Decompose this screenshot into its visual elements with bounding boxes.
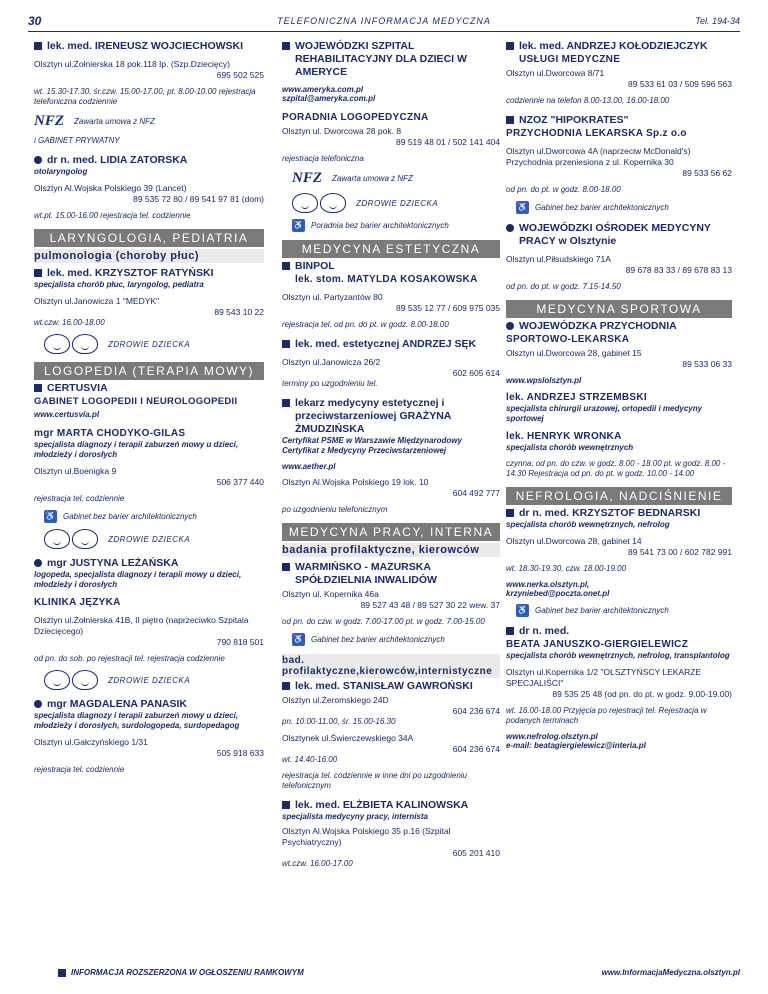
wheelchair-icon: ♿ bbox=[292, 634, 305, 644]
section-nefrologia: NEFROLOGIA, NADCIŚNIENIE bbox=[506, 487, 732, 505]
listing-hours: od pn. do sob. po rejestracji tel. rejestracja codziennie bbox=[34, 654, 225, 663]
listing-name: WOJEWÓDZKI SZPITAL REHABILITACYJNY DLA DZIECI W AMERYCE bbox=[295, 40, 467, 78]
page-footer bbox=[28, 968, 740, 980]
listing-hours: pn. 10.00-11.00, śr. 15.00-16.30 bbox=[282, 717, 396, 726]
listing-phone: 604 236 674 bbox=[452, 706, 500, 716]
bullet-square-icon bbox=[34, 384, 42, 392]
bullet-square-icon bbox=[58, 969, 66, 977]
listing-name: lek. med. estetycznej ANDRZEJ SĘK bbox=[295, 338, 477, 350]
listing-name: WARMIŃSKO - MAZURSKA SPÓŁDZIELNIA INWALIDÓW bbox=[295, 561, 437, 586]
listing-specialty: specjalista chirurgii urazowej, ortopedii i medycyny sportowej bbox=[506, 404, 703, 423]
nfz-logo-icon: NFZ bbox=[292, 170, 322, 186]
children-faces-icon bbox=[44, 529, 98, 549]
listing-address: Olsztyn ul.Żołnierska 41B, II piętro (naprzeciwko Szpitala Dziecięcego) bbox=[34, 615, 249, 636]
listing-name: WOJEWÓDZKI OŚRODEK MEDYCYNY PRACY w Olsztynie bbox=[519, 222, 711, 247]
bullet-dot-icon bbox=[34, 156, 42, 164]
bullet-square-icon bbox=[282, 801, 290, 809]
listing-address: Olsztyn ul. Kopernika 46a bbox=[282, 589, 379, 599]
listing-website: www.ameryka.com.pl bbox=[282, 85, 364, 94]
listing-address: Olsztyn Al.Wojska Polskiego 35 p.16 (Szpital Psychiatryczny) bbox=[282, 826, 451, 847]
listing-name: CERTUSVIA bbox=[47, 382, 108, 394]
listing-specialty-2: specjalista chorób wewnętrznych bbox=[506, 443, 634, 452]
listing-sek bbox=[282, 338, 500, 389]
listing-hours: rejestracja tel. codziennie bbox=[34, 765, 125, 774]
listing-name: NZOZ "HIPOKRATES" bbox=[519, 114, 629, 126]
listing-specialty: specjalista medycyny pracy, internista bbox=[282, 812, 428, 821]
bullet-dot-icon bbox=[34, 559, 42, 567]
section-subtitle: badania profilaktyczne, kierowców bbox=[282, 543, 500, 557]
listing-hours-2: wt. 14.40-16.00 bbox=[282, 755, 338, 764]
listing-address: Olsztyn ul.Janowicza 1 "MEDYK" bbox=[34, 296, 160, 306]
listing-binpol bbox=[282, 260, 500, 330]
listing-hours: wt.czw. 16.00-18.00 bbox=[34, 318, 105, 327]
listing-phone: 89 535 12 77 / 609 975 035 bbox=[396, 303, 500, 313]
listing-subtitle: USŁUGI MEDYCZNE bbox=[519, 54, 621, 65]
bullet-square-icon bbox=[282, 563, 290, 571]
listing-phone: 89 519 48 01 / 502 141 404 bbox=[396, 137, 500, 147]
section-subtitle: bad. profilaktyczne,kierowców,internistyczne bbox=[282, 654, 500, 678]
bullet-square-icon bbox=[506, 509, 514, 517]
listing-address: Olsztyn Al.Wojska Polskiego 39 (Lancet) bbox=[34, 183, 187, 193]
listing-name: BINPOL bbox=[295, 260, 335, 272]
page-header bbox=[28, 14, 740, 32]
bullet-dot-icon bbox=[506, 224, 514, 232]
listing-hours: od pn. do pt. w godz. 7.15-14.50 bbox=[506, 282, 621, 291]
listing-spoldzielnia bbox=[282, 561, 500, 646]
listing-subtitle: lek. stom. MATYLDA KOSAKOWSKA bbox=[295, 274, 478, 285]
bullet-square-icon bbox=[282, 682, 290, 690]
listing-phone: 605 201 410 bbox=[452, 848, 500, 858]
listing-email: krzyniebed@poczta.onet.pl bbox=[506, 589, 610, 598]
listing-womp bbox=[506, 222, 732, 292]
listing-phone: 602 605 614 bbox=[452, 368, 500, 378]
listing-kolodziejczyk bbox=[506, 40, 732, 106]
listing-hours: od pn. do pt. w godz. 8.00-18.00 bbox=[506, 185, 621, 194]
listing-website: www.nerka.olsztyn.pl, bbox=[506, 580, 590, 589]
listing-hours: po uzgodnieniu telefonicznym bbox=[282, 505, 388, 514]
bullet-square-icon bbox=[506, 116, 514, 124]
accessibility-badge: ♿ Gabinet bez barier architektonicznych bbox=[44, 511, 197, 521]
listing-hours: od pn. do czw. w godz. 7.00-17.00 pt. w godz. 7.00-15.00 bbox=[282, 617, 485, 626]
listing-phone: 89 533 06 33 bbox=[682, 359, 732, 369]
listing-przychodnia-sportowa bbox=[506, 320, 732, 479]
accessibility-badge: ♿ Gabinet bez barier architektonicznych bbox=[516, 202, 669, 212]
listing-phone: 790 818 501 bbox=[216, 637, 264, 647]
listing-ratynski bbox=[34, 267, 264, 354]
listing-address: Olsztyn ul.Kopernika 1/2 "OLSZTYŃSCY LEKARZE SPECJALIŚCI" bbox=[506, 667, 702, 688]
listing-kalinowska bbox=[282, 799, 500, 869]
listing-phone: 89 533 61 03 / 509 596 563 bbox=[628, 79, 732, 89]
listing-bednarski bbox=[506, 507, 732, 617]
bullet-square-icon bbox=[282, 399, 290, 407]
zdrowie-dziecka-badge: ZDROWIE DZIECKA bbox=[44, 334, 264, 354]
listing-specialty: logopeda, specjalista diagnozy i terapii mowy u dzieci, młodzieży i dorosłych bbox=[34, 570, 242, 589]
accessibility-badge: ♿ Gabinet bez barier architektonicznych bbox=[292, 634, 445, 644]
bullet-dot-icon bbox=[506, 322, 514, 330]
listing-name: mgr JUSTYNA LEŻAŃSKA bbox=[47, 557, 179, 569]
listing-phone: 89 527 43 48 / 89 527 30 22 wew. 37 bbox=[360, 600, 500, 610]
listing-address: Olsztyn ul.Dworcowa 28, gabinet 15 bbox=[506, 348, 642, 358]
listing-hours: wt. 16.00-18.00 Przyjęcia po rejestracji tel. Rejestracja w podanych terminach bbox=[506, 706, 707, 725]
listing-subtitle: BEATA JANUSZKO-GIERGIELEWICZ bbox=[506, 639, 689, 650]
section-laryngologia: LARYNGOLOGIA, PEDIATRIA bbox=[34, 229, 264, 247]
listing-phone: 695 502 525 bbox=[216, 70, 264, 80]
listing-address: Olsztyn ul.Dworcowa 8/71 bbox=[506, 68, 605, 78]
listing-name: lek. med. ANDRZEJ KOŁODZIEJCZYK bbox=[519, 40, 708, 52]
listing-subtitle: PORADNIA LOGOPEDYCZNA bbox=[282, 112, 429, 123]
listing-subtitle: SPORTOWO-LEKARSKA bbox=[506, 334, 630, 345]
wheelchair-icon: ♿ bbox=[292, 220, 305, 230]
listing-hours: rejestracja tel. od pn. do pt. w godz. 8.00-18.00 bbox=[282, 320, 449, 329]
listing-hours: rejestracja telefoniczna bbox=[282, 154, 364, 163]
listing-specialty: specjalista chorób wewnętrznych, nefrolog, transplantolog bbox=[506, 651, 730, 660]
listing-hipokrates bbox=[506, 114, 732, 214]
listing-name: lek. med. KRZYSZTOF RATYŃSKI bbox=[47, 267, 214, 279]
listing-name: WOJEWÓDZKA PRZYCHODNIA bbox=[519, 320, 677, 332]
listing-phone-2: 604 236 674 bbox=[452, 744, 500, 754]
listing-subtitle: KLINIKA JĘZYKA bbox=[34, 597, 121, 608]
bullet-dot-icon bbox=[34, 700, 42, 708]
wheelchair-icon: ♿ bbox=[44, 511, 57, 521]
bullet-square-icon bbox=[34, 269, 42, 277]
listing-hours: wt.czw. 16.00-17.00 bbox=[282, 859, 353, 868]
nfz-contract: NFZ Zawarta umowa z NFZ bbox=[34, 113, 155, 129]
listing-registration: rejestracja tel. codziennie w inne dni po uzgodnieniu telefonicznym bbox=[282, 771, 468, 790]
listing-specialty: Certyfikat PSME w Warszawie Międzynarodowy Certyfikat z Medycyny Przeciwstarzeniowej bbox=[282, 436, 462, 455]
listing-phone: 604 492 777 bbox=[452, 488, 500, 498]
listing-name: lek. med. ELŻBIETA KALINOWSKA bbox=[295, 799, 469, 811]
footer-website[interactable]: www.InformacjaMedyczna.olsztyn.pl bbox=[601, 968, 740, 977]
section-medycyna-estetyczna: MEDYCYNA ESTETYCZNA bbox=[282, 240, 500, 258]
listing-website: www.aether.pl bbox=[282, 462, 336, 471]
listing-name: dr n. med. KRZYSZTOF BEDNARSKI bbox=[519, 507, 701, 519]
listing-email: szpital@ameryka.com.pl bbox=[282, 94, 376, 103]
accessibility-badge: ♿ Poradnia bez barier architektonicznych bbox=[292, 220, 449, 230]
listing-hours: wt. 18.30-19.30, czw. 18.00-19.00 bbox=[506, 564, 627, 573]
listing-szpital-ameryka bbox=[282, 40, 500, 232]
section-subtitle: pulmonologia (choroby płuc) bbox=[34, 249, 264, 263]
listing-name: dr n. med. bbox=[519, 625, 570, 637]
listing-person: mgr MARTA CHODYKO-GILAS bbox=[34, 428, 186, 439]
listing-panasik bbox=[34, 698, 264, 775]
listing-person: lek. ANDRZEJ STRZEMBSKI bbox=[506, 392, 647, 403]
listing-phone: 89 541 73 00 / 602 782 991 bbox=[628, 547, 732, 557]
listing-address: Olsztyn ul. Dworcowa 28 pok. 8 bbox=[282, 126, 402, 136]
bullet-square-icon bbox=[282, 262, 290, 270]
listing-website: www.certusvia.pl bbox=[34, 410, 100, 419]
listing-address: Olsztyn ul.Janowicza 26/2 bbox=[282, 357, 381, 367]
listing-phone: 89 543 10 22 bbox=[214, 307, 264, 317]
listing-hours: terminy po uzgodnieniu tel. bbox=[282, 379, 378, 388]
listing-name: dr n. med. LIDIA ZATORSKA bbox=[47, 154, 188, 166]
listing-address: Olsztyn Al.Wojska Polskiego 19 lok. 10 bbox=[282, 477, 429, 487]
bullet-square-icon bbox=[34, 42, 42, 50]
listing-specialty: specjalista diagnozy i terapii zaburzeń mowy u dzieci, młodzieży i dorosłych bbox=[34, 440, 239, 459]
page-title: TELEFONICZNA INFORMACJA MEDYCZNA bbox=[277, 16, 491, 26]
listing-lezanska bbox=[34, 557, 264, 690]
bullet-square-icon bbox=[282, 42, 290, 50]
listing-hours: czynna: od pn. do czw. w godz. 8.00 - 18.00 pt. w godz. 8.00 - 14.30 Rejestracja od pn. do pt. w godz. 10.00 - 14.00 bbox=[506, 459, 726, 478]
page-number: 30 bbox=[28, 14, 42, 28]
listing-address: Olsztyn ul.Piłsudskiego 71A bbox=[506, 254, 611, 264]
listing-subtitle: GABINET LOGOPEDII I NEUROLOGOPEDII bbox=[34, 396, 238, 407]
listing-phone: 505 918 633 bbox=[216, 748, 264, 758]
section-medycyna-pracy: MEDYCYNA PRACY, INTERNA bbox=[282, 523, 500, 541]
listing-address: Olsztyn ul.Gałczyńskiego 1/31 bbox=[34, 737, 148, 747]
column-1 bbox=[34, 40, 264, 966]
listing-name: mgr MAGDALENA PANASIK bbox=[47, 698, 188, 710]
listing-website: www.nefrolog.olsztyn.pl bbox=[506, 732, 598, 741]
listing-address: Olsztyn ul.Boenigka 9 bbox=[34, 466, 117, 476]
section-medycyna-sportowa: MEDYCYNA SPORTOWA bbox=[506, 300, 732, 318]
listing-hours: wt. 15.30-17.30, śr.czw. 15.00-17.00, pt. 8.00-10.00 rejestracja telefoniczna codziennie bbox=[34, 87, 256, 106]
nfz-contract: NFZ Zawarta umowa z NFZ bbox=[292, 170, 413, 186]
listing-phone: 506 377 440 bbox=[216, 477, 264, 487]
listing-person-2: lek. HENRYK WRONKA bbox=[506, 431, 622, 442]
column-2 bbox=[282, 40, 500, 966]
listing-address: Olsztyn ul. Partyzantów 80 bbox=[282, 292, 383, 302]
listing-phone: 89 533 56 62 bbox=[682, 168, 732, 178]
zdrowie-dziecka-badge: ZDROWIE DZIECKA bbox=[44, 670, 264, 690]
listing-website: www.wpslolsztyn.pl bbox=[506, 376, 582, 385]
children-faces-icon bbox=[292, 193, 346, 213]
listing-email: e-mail: beatagiergielewicz@interia.pl bbox=[506, 741, 646, 750]
footer-note: INFORMACJA ROZSZERZONA W OGŁOSZENIU RAMKOWYM bbox=[58, 968, 304, 977]
listing-subtitle: PRZYCHODNIA LEKARSKA Sp.z o.o bbox=[506, 128, 687, 139]
listing-address-2: Olsztynek ul.Świerczewskiego 34A bbox=[282, 733, 414, 743]
listing-name: lek. med. STANISŁAW GAWROŃSKI bbox=[295, 680, 473, 692]
listing-specialty: specjalista chorób wewnętrznych, nefrolog bbox=[506, 520, 670, 529]
listing-wojciechowski bbox=[34, 40, 264, 146]
wheelchair-icon: ♿ bbox=[516, 202, 529, 212]
nfz-logo-icon: NFZ bbox=[34, 113, 64, 129]
listing-specialty: specjalista chorób płuc, laryngolog, pediatra bbox=[34, 280, 204, 289]
column-3 bbox=[506, 40, 732, 966]
listing-specialty: otolaryngolog bbox=[34, 167, 88, 176]
listing-specialty: specjalista diagnozy i terapii zaburzeń mowy u dzieci, młodzieży i dorosłych, surdologopeda, surdopedagog bbox=[34, 711, 240, 730]
zdrowie-dziecka-badge: ZDROWIE DZIECKA bbox=[292, 193, 500, 213]
zdrowie-dziecka-badge: ZDROWIE DZIECKA bbox=[44, 529, 264, 549]
section-logopedia: LOGOPEDIA (TERAPIA MOWY) bbox=[34, 362, 264, 380]
listing-address: Olsztyn ul.Żeromskiego 24D bbox=[282, 695, 389, 705]
bullet-square-icon bbox=[506, 627, 514, 635]
listing-address: Olsztyn ul.Dworcowa 28, gabinet 14 bbox=[506, 536, 642, 546]
listing-phone: 89 535 25 48 (od pn. do pt. w godz. 9.00-19.00) bbox=[552, 689, 732, 699]
bullet-square-icon bbox=[282, 340, 290, 348]
listing-januszko bbox=[506, 625, 732, 750]
listing-zatorska bbox=[34, 154, 264, 221]
listing-extra: i GABINET PRYWATNY bbox=[34, 136, 120, 145]
header-phone: Tel. 194-34 bbox=[695, 16, 740, 26]
accessibility-badge: ♿ Gabinet bez barier architektonicznych bbox=[516, 605, 669, 615]
listing-phone: 89 678 83 33 / 89 678 83 13 bbox=[625, 265, 732, 275]
listing-name: lek. med. IRENEUSZ WOJCIECHOWSKI bbox=[47, 40, 244, 52]
wheelchair-icon: ♿ bbox=[516, 605, 529, 615]
listing-hours: wt.pt. 15.00-16.00 rejestracja tel. codziennie bbox=[34, 211, 191, 220]
listing-zmudzinska bbox=[282, 397, 500, 515]
bullet-square-icon bbox=[506, 42, 514, 50]
listing-name: lekarz medycyny estetycznej i przeciwstarzeniowej GRAŻYNA ŻMUDZIŃSKA bbox=[295, 397, 451, 435]
listing-hours: rejestracja tel. codziennie bbox=[34, 494, 125, 503]
listing-gawronski bbox=[282, 680, 500, 791]
children-faces-icon bbox=[44, 334, 98, 354]
children-faces-icon bbox=[44, 670, 98, 690]
listing-address: Olsztyn ul.Żołnierska 18 pok.118 Ip. (Szp.Dziecięcy) bbox=[34, 59, 230, 69]
listing-phone: 89 535 72 80 / 89 541 97 81 (dom) bbox=[133, 194, 264, 204]
listing-address: Olsztyn ul.Dworcowa 4A (naprzeciw McDonald's) Przychodnia przeniesiona z ul. Kopernika 30 bbox=[506, 146, 691, 167]
listing-certusvia bbox=[34, 382, 264, 549]
listing-hours: codziennie na telefon 8.00-13.00, 16.00-18.00 bbox=[506, 96, 670, 105]
